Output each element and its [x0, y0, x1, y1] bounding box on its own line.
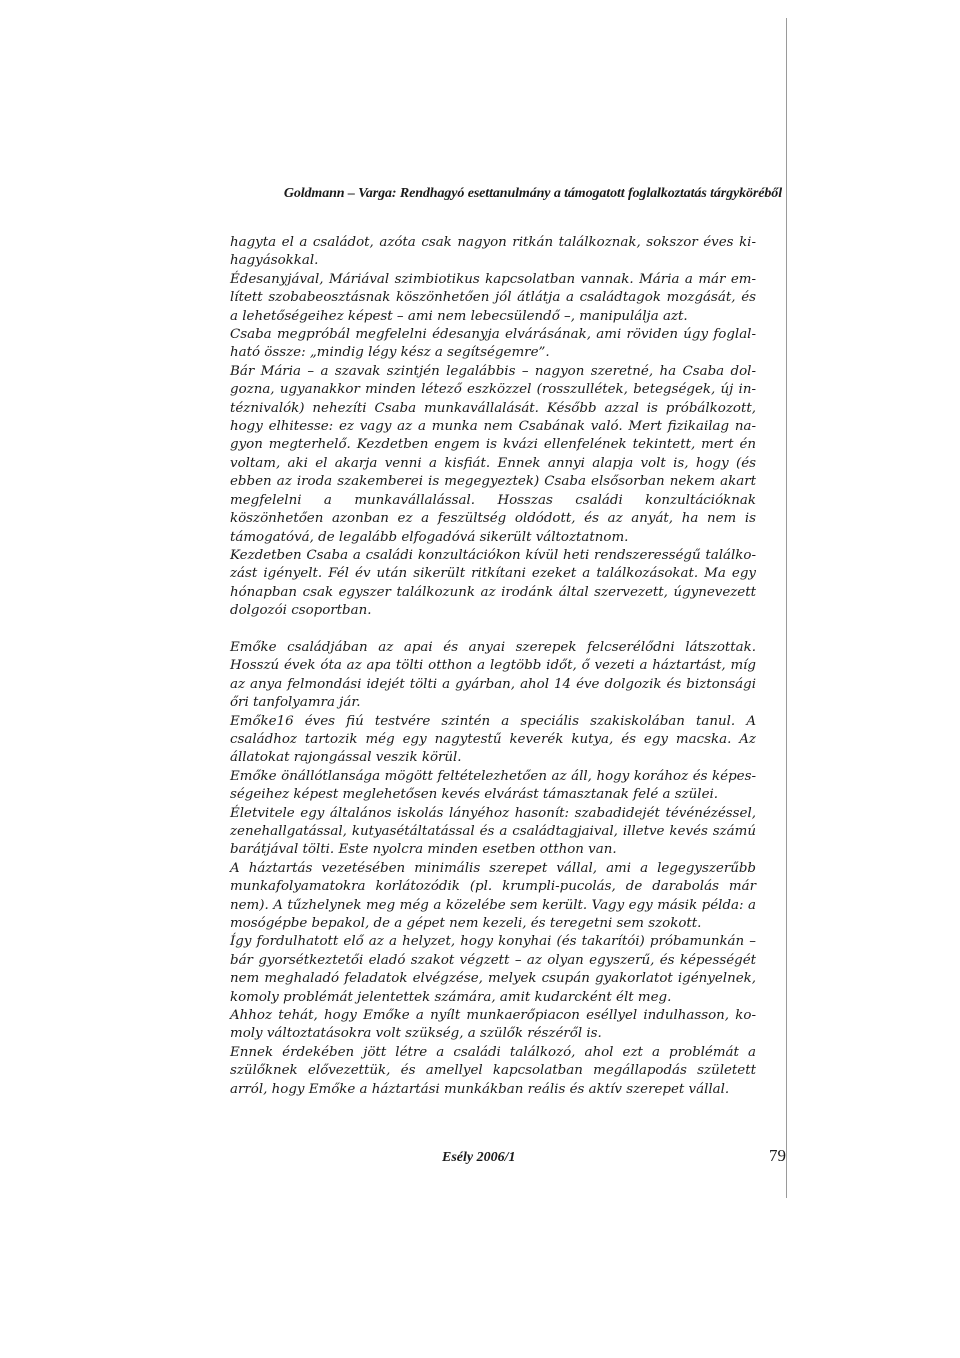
paragraph: Életvitele egy általános iskolás lányéhoz hasonít: szabadidejét tévénézéssel, zenehallgatással, kutyasétáltatással és a családtagjaival, illetve kevés számú barátjával tölti. Este nyolcra minden esetben otthon van.	[230, 805, 756, 858]
running-footer	[230, 1146, 786, 1172]
margin-rule	[786, 18, 787, 1198]
page-number: 79	[769, 1146, 786, 1165]
body-text	[230, 234, 756, 1099]
paragraph: Ennek érdekében jött létre a családi találkozó, ahol ezt a problémát a szülőknek elővezettük, és amellyel kapcsolatban megállapodás született arról, hogy Emőke a háztartási munkákban reális és aktív szerepet vállal.	[230, 1044, 756, 1097]
paragraph: Így fordulhatott elő az a helyzet, hogy konyhai (és takarítói) próbamunkán – bár gyorsétkeztetői eladó szakot végzett – az olyan egyszerű, és képességét nem meghaladó feladatok elvégzése, melyek csupán gyakorlatot igényelnek, komoly problémát jelentettek számára, amit kudarcként élt meg.	[230, 934, 756, 1005]
paragraph: Kezdetben Csaba a családi konzultációkon kívül heti rendszerességű találkozást igényelt. Fél év után sikerült ritkítani ezeket a találkozásokat. Ma egy hónapban csak egyszer találkozunk az irodánk által szervezett, úgynevezett dolgozói csoportban.	[230, 547, 756, 619]
paragraph: hagyta el a családot, azóta csak nagyon ritkán találkoznak, sokszor éves kihagyásokkal.	[230, 235, 756, 269]
paragraph: Édesanyjával, Máriával szimbiotikus kapcsolatban vannak. Mária a már említett szobabeosztásnak köszönhetően jól átlátja a családtagok mozgását, és a lehetőségeihez képest – ami nem lebecsülendő –, manipulálja azt.	[230, 271, 756, 324]
paragraph: Bár Mária – a szavak szintjén legalábbis – nagyon szeretné, ha Csaba dolgozna, ugyanakkor minden létező eszközzel (rosszullétek, betegségek, új intéznivalók) nehezíti Csaba munkavállalását. Később azzal is próbálkozott, hogy elhitesse: ez vagy az a munka nem Csabának való. Mert fizikailag nagyon megterhelő. Kezdetben engem is kvázi ellenfelének tekintett, mert én voltam, aki el akarja venni a kisfiát. Ennek annyi alapja volt is, hogy (és ebben az iroda szakemberei is megegyeztek) Csaba elsősorban nekem akart megfelelni a munkavállalással. Hosszas családi konzultációknak köszönhetően azonban ez a feszültség oldódott, és az anyát, ha nem is támogatóvá, de legalább elfogadóvá sikerült változtatnom.	[230, 363, 756, 545]
paragraph: Emőke önállótlansága mögött feltételezhetően az áll, hogy korához és képességeihez képest meglehetősen kevés elvárást támasztanak felé a szülei.	[230, 768, 756, 803]
running-header: Goldmann – Varga: Rendhagyó esettanulmány a támogatott foglalkoztatás tárgyköréből	[283, 186, 782, 201]
paragraph: Emőke16 éves fiú testvére szintén a speciális szakiskolában tanul. A családhoz tartozik még egy nagytestű keverék kutya, és egy macska. Az állatokat rajongással veszik körül.	[230, 713, 756, 766]
paragraph: Ahhoz tehát, hogy Emőke a nyílt munkaerőpiacon eséllyel indulhasson, komoly változtatásokra volt szükség, a szülők részéről is.	[230, 1008, 756, 1042]
paragraph: Emőke családjában az apai és anyai szerepek felcserélődni látszottak. Hosszú évek óta az apa tölti otthon a legtöbb időt, ő vezeti a háztartást, míg az anya felmondási idejét tölti a gyárban, ahol 14 éve dolgozik és biztonsági őri tanfolyamra jár.	[230, 639, 756, 711]
section-gap	[230, 621, 756, 639]
paragraph: Csaba megpróbál megfelelni édesanyja elvárásának, ami röviden úgy foglalható össze: „mindig légy kész a segítségemre”.	[230, 327, 756, 361]
paragraph: A háztartás vezetésében minimális szerepet vállal, ami a legegyszerűbb munkafolyamatokra korlátozódik (pl. krumpli-pucolás, de darabolás már nem). A tűzhelynek meg még a közelébe sem került. Vagy egy másik példa: a mosógépbe bepakol, de a gépet nem kezeli, és teregetni sem szokott.	[230, 860, 756, 932]
journal-issue: Esély 2006/1	[442, 1150, 516, 1165]
